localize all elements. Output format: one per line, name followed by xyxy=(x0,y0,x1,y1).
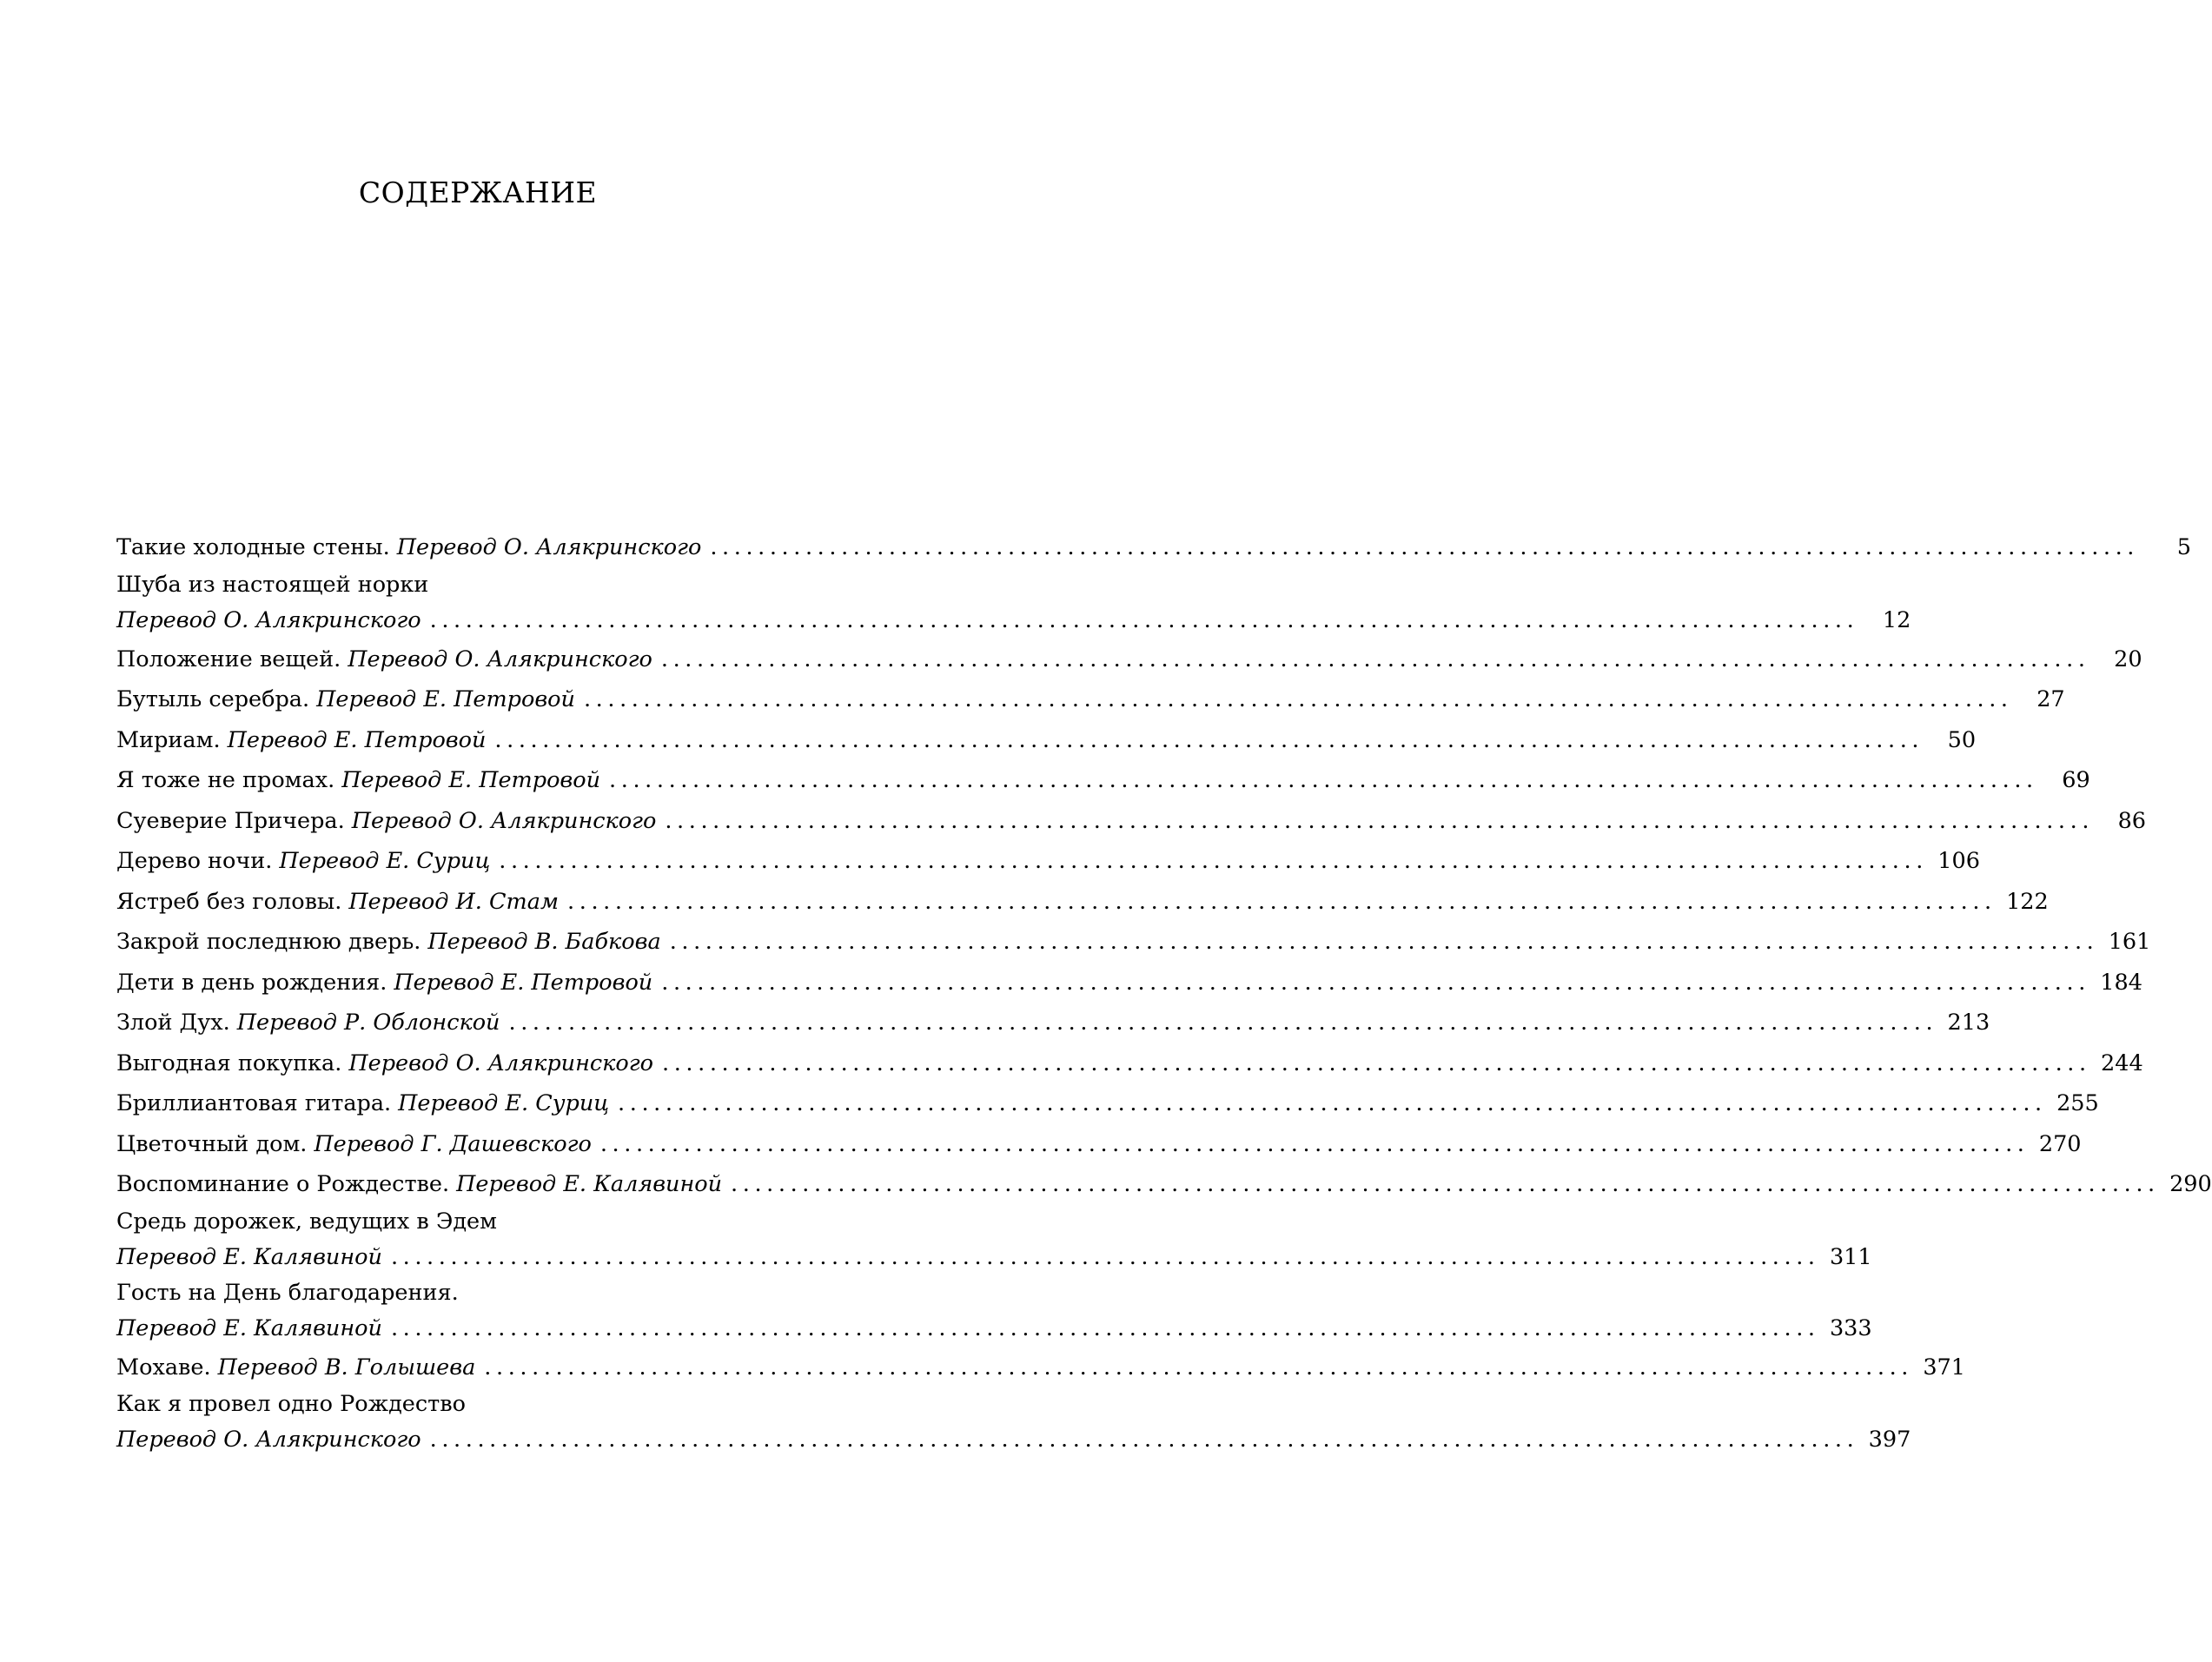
toc-entry xyxy=(116,1387,1911,1459)
dot-leader: ........................................................................................................................ xyxy=(662,1050,2091,1076)
dot-leader: ........................................................................................................................ xyxy=(494,726,1924,753)
toc-entry-page: 12 xyxy=(1882,606,1911,633)
toc-entry-page: 184 xyxy=(2100,969,2142,996)
toc-entry-translator: Перевод И. Стам xyxy=(348,888,560,915)
toc-entry-title: Гость на День благодарения. xyxy=(116,1279,459,1306)
toc-entry xyxy=(116,1003,1990,1043)
toc-entry xyxy=(116,963,2142,1003)
dot-leader: ........................................................................................................................ xyxy=(484,1354,1913,1381)
toc-entry-translator: Перевод Е. Петровой xyxy=(394,969,653,996)
dot-leader: ........................................................................................................................ xyxy=(609,767,2038,793)
toc-entry-page: 20 xyxy=(2114,646,2142,672)
dot-leader: ........................................................................................................................ xyxy=(508,1010,1938,1036)
dot-leader: ........................................................................................................................ xyxy=(665,807,2095,834)
dot-leader: ........................................................................................................................ xyxy=(390,1243,1820,1270)
toc-entry-translator: Перевод Е. Калявиной xyxy=(116,1314,382,1341)
toc-entry-title: Воспоминание о Рождестве. xyxy=(116,1171,450,1197)
toc-entry-page: 69 xyxy=(2062,767,2090,793)
toc-entry-page: 50 xyxy=(1947,726,1977,753)
toc-entry-translator: Перевод О. Алякринского xyxy=(348,1050,653,1076)
toc-entry-page: 122 xyxy=(2006,888,2049,915)
dot-leader: ........................................................................................................................ xyxy=(429,1427,1859,1453)
toc-entry-page: 161 xyxy=(2108,929,2151,955)
dot-leader: ........................................................................................................................ xyxy=(710,534,2140,560)
toc-entry-page: 5 xyxy=(2176,534,2192,560)
toc-entry xyxy=(116,568,1911,639)
toc-entry-title: Шуба из настоящей норки xyxy=(116,571,429,598)
dot-leader: ........................................................................................................................ xyxy=(599,1130,2030,1157)
dot-leader: ........................................................................................................................ xyxy=(669,929,2099,955)
toc-entry-translator: Перевод Е. Петровой xyxy=(316,686,575,712)
toc-entry-title: Мохаве. xyxy=(116,1354,211,1381)
toc-entry-title: Дерево ночи. xyxy=(116,848,273,874)
toc-entry-page: 244 xyxy=(2101,1050,2143,1076)
toc-entry-page: 106 xyxy=(1937,848,1980,874)
toc-entry-title: Закрой последнюю дверь. xyxy=(116,929,421,955)
dot-leader: ........................................................................................................................ xyxy=(429,606,1859,633)
toc-entry xyxy=(116,527,2192,568)
toc-entry xyxy=(116,1043,2143,1084)
toc-entry-translator: Перевод О. Алякринского xyxy=(351,807,657,834)
toc-entry-page: 397 xyxy=(1868,1427,1911,1453)
toc-entry xyxy=(116,1205,1872,1276)
toc-entry-page: 311 xyxy=(1829,1243,1872,1270)
toc-entry-translator: Перевод Е. Петровой xyxy=(341,767,601,793)
toc-entry-page: 255 xyxy=(2056,1090,2099,1116)
toc-entry-title: Положение вещей. xyxy=(116,646,341,672)
toc-entry-page: 371 xyxy=(1923,1354,1965,1381)
toc-entry-title: Я тоже не промах. xyxy=(116,767,335,793)
toc-entry-page: 27 xyxy=(2036,686,2065,712)
toc-entry-title: Бутыль серебра. xyxy=(116,686,310,712)
toc-entry xyxy=(116,679,2065,720)
toc-entry-translator: Перевод В. Бабкова xyxy=(427,929,661,955)
toc-entry xyxy=(116,1124,2082,1165)
toc-entry-translator: Перевод Е. Петровой xyxy=(227,726,487,753)
toc-entry-title: Дети в день рождения. xyxy=(116,969,387,996)
toc-entry-page: 86 xyxy=(2117,807,2147,834)
toc-entry xyxy=(116,841,1980,882)
toc-entry-page: 213 xyxy=(1947,1010,1990,1036)
toc-entry-title: Ястреб без головы. xyxy=(116,888,342,915)
toc-entry-translator: Перевод О. Алякринского xyxy=(396,534,702,560)
toc-entry-translator: Перевод Р. Облонской xyxy=(236,1010,500,1036)
toc-entry-page: 290 xyxy=(2169,1171,2212,1197)
toc-entry-title: Как я провел одно Рождество xyxy=(116,1391,466,1417)
toc-entry-translator: Перевод Г. Дашевского xyxy=(314,1130,592,1157)
toc-entry-translator: Перевод Е. Суриц xyxy=(398,1090,610,1116)
toc-entry xyxy=(116,760,2090,801)
toc-entry-page: 333 xyxy=(1829,1314,1872,1341)
toc-entry-translator: Перевод О. Алякринского xyxy=(116,606,421,633)
toc-entry-title: Средь дорожек, ведущих в Эдем xyxy=(116,1208,497,1235)
toc-entry-title: Мириам. xyxy=(116,726,221,753)
toc-entry-translator: Перевод Е. Калявиной xyxy=(456,1171,723,1197)
toc-entry xyxy=(116,1083,2099,1124)
toc-entry-title: Злой Дух. xyxy=(116,1010,230,1036)
toc-entry-title: Цветочный дом. xyxy=(116,1130,308,1157)
dot-leader: ........................................................................................................................ xyxy=(661,969,2090,996)
dot-leader: ........................................................................................................................ xyxy=(390,1314,1820,1341)
toc-entry-translator: Перевод В. Голышева xyxy=(217,1354,476,1381)
toc-entry xyxy=(116,922,2151,963)
toc-entry xyxy=(116,801,2147,842)
toc-entry-title: Суеверие Причера. xyxy=(116,807,345,834)
toc-entry xyxy=(116,720,1977,761)
dot-leader: ........................................................................................................................ xyxy=(583,686,2013,712)
dot-leader: ........................................................................................................................ xyxy=(618,1090,2047,1116)
toc-entry-page: 270 xyxy=(2038,1130,2082,1157)
toc-entry-title: Такие холодные стены. xyxy=(116,534,390,560)
dot-leader: ........................................................................................................................ xyxy=(660,646,2090,672)
toc-entry xyxy=(116,639,2142,680)
page-title: СОДЕРЖАНИЕ xyxy=(358,175,598,209)
toc-entry xyxy=(116,1347,1965,1388)
dot-leader: ........................................................................................................................ xyxy=(731,1171,2160,1197)
toc-entry-translator: Перевод О. Алякринского xyxy=(116,1427,421,1453)
toc-entry-translator: Перевод Е. Суриц xyxy=(279,848,491,874)
toc-entry-title: Бриллиантовая гитара. xyxy=(116,1090,392,1116)
toc-entry-translator: Перевод О. Алякринского xyxy=(348,646,652,672)
toc-entry-title: Выгодная покупка. xyxy=(116,1050,342,1076)
table-of-contents xyxy=(116,527,2212,1459)
toc-entry xyxy=(116,1164,2212,1205)
dot-leader: ........................................................................................................................ xyxy=(567,888,1997,915)
toc-entry xyxy=(116,882,2049,923)
toc-entry xyxy=(116,1276,1872,1347)
toc-entry-translator: Перевод Е. Калявиной xyxy=(116,1243,382,1270)
dot-leader: ........................................................................................................................ xyxy=(499,848,1928,874)
